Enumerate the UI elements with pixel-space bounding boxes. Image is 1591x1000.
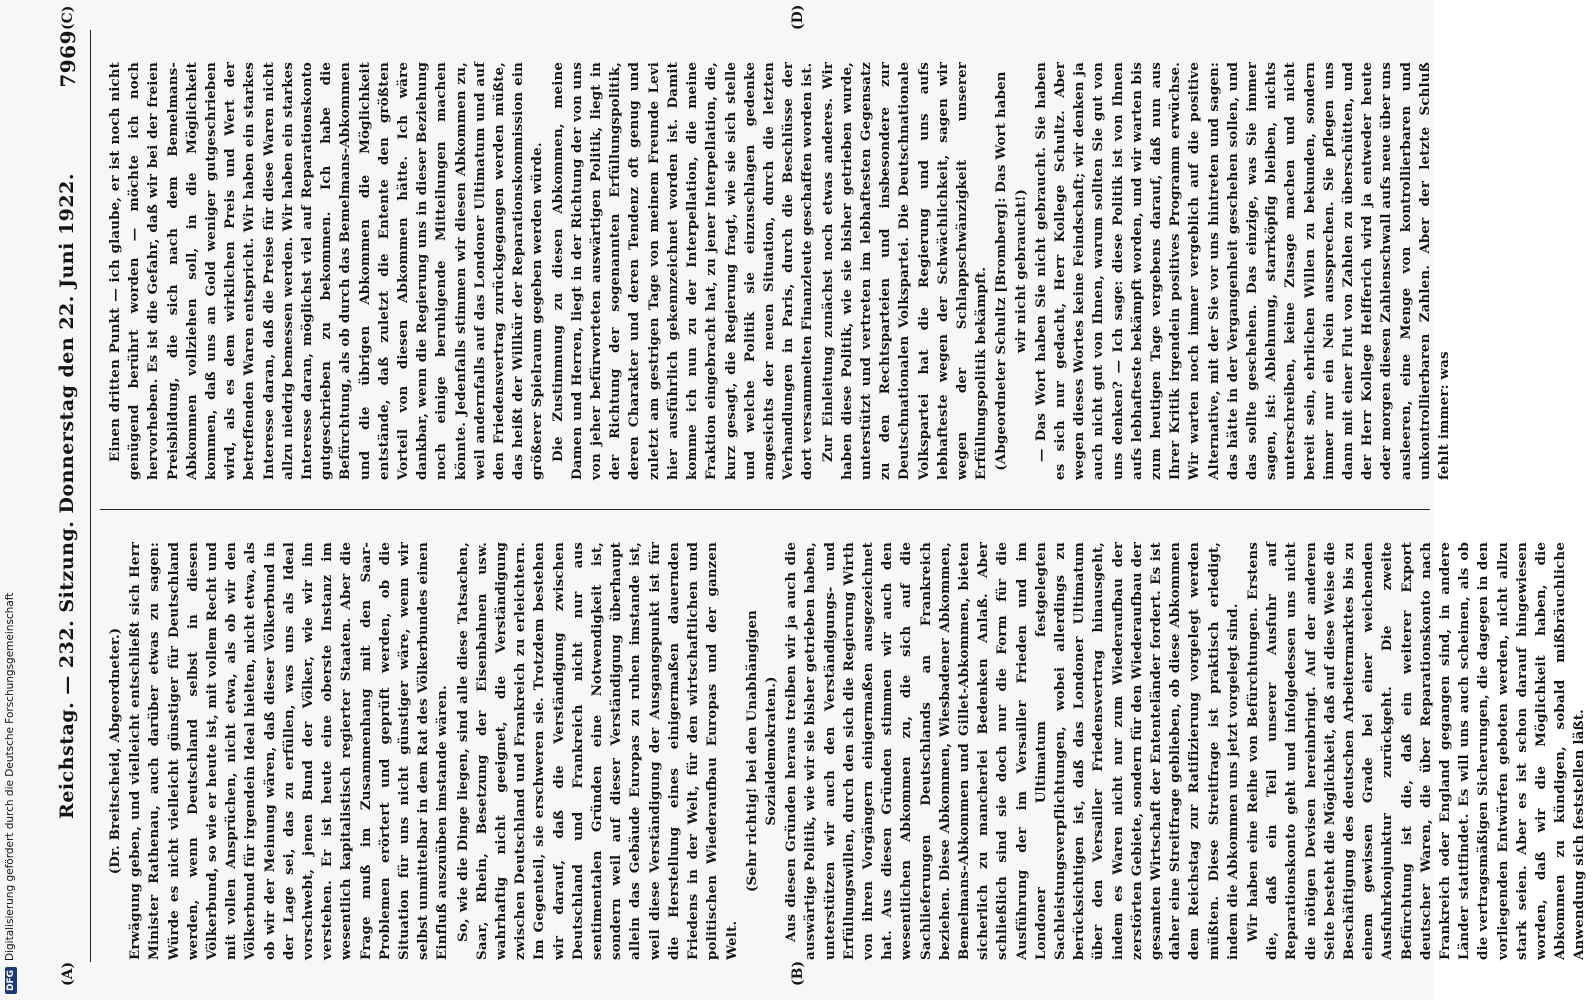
paragraph: — Das Wort haben Sie nicht gebraucht. Sie haben es sich nur gedacht, Herr Kollege Schultz. Aber wegen dieses Wortes keine Feindschaft; wir denken ja auch nicht gut von Ihnen, warum sollten Sie gut von uns denken? — Ich sage: diese Politik ist von Ihnen aufs lebhafteste bekämpft worden, und wir warten bis zum heutigen Tage vergebens darauf, daß nun aus Ihrer Kritik irgendein positives Programm erwüchse. Wir warten noch immer vergeblich auf die positive Alternative, mit der Sie vor uns hintreten und sagen: das hätte in der Vergangenheit geschehen sollen, und das sollte geschehen. Das einzige, was Sie immer sagen, ist: Ablehnung, starrköpfig bleiben, nichts unterschreiben, keine Zusage machen und nicht bereit sein, ehrlichen Willen zu bekunden, sondern immer nur ein Nein aussprechen. Sie pflegen uns dann mit einer Flut von Zahlen zu überschütten, und der Herr Kollege Helfferich wird ja entweder heute oder morgen diesen Zahlenschwall aufs neue über uns ausleeren, eine Menge von kontrollierbaren und unkontrollierbaren Zahlen. Aber der letzte Schluß fehlt immer: was: [1032, 62, 1453, 480]
header-title: Reichstag. — 232. Sitzung. Donnerstag den 22. Juni 1922.: [56, 173, 78, 819]
dfg-logo: DFG: [5, 967, 17, 994]
margin-marker-a: (A): [60, 961, 76, 986]
paragraph: So, wie die Dinge liegen, sind alle diese Tatsachen, Saar, Rhein, Besetzung der Eisenbahnen usw. wahrhaftig nicht geeignet, die Verständigung zwischen Deutschland und Frankreich zu erleichtern. Im Gegenteil, sie erschweren sie. Trotzdem bestehen wir darauf, daß die Verständigung zwischen Deutschland und Frankreich nicht nur aus sentimentalen Gründen eine Notwendigkeit ist, sondern weil auf dieser Verständigung überhaupt allein das Gebäude Europas zu ruhen imstande ist, weil diese Verständigung der Ausgangspunkt ist für die Herstellung eines einigermaßen dauernden Friedens in der Welt, für den wirtschaftlichen und politischen Wiederaufbau Europas und der ganzen Welt.: [454, 542, 740, 960]
right-column: [106, 62, 1455, 480]
rotated-page: [20, 0, 1588, 1000]
page-number: 7969: [56, 30, 80, 88]
margin-marker-b: (B): [790, 960, 806, 986]
paragraph: (Sehr richtig! bei den Unabhängigen Sozialdemokraten.): [743, 610, 779, 893]
paragraph: Die Zustimmung zu diesen Abkommen, meine Damen und Herren, liegt in der Richtung der von uns von jeher befürworteten auswärtigen Politik, liegt in der Richtung der sogenannten Erfüllungspolitik, deren Charakter und deren Tendenz oft genug und zuletzt am gestrigen Tage von meinem Freunde Levi hier ausführlich gekennzeichnet worden ist. Damit komme ich nun zu der Interpellation, die meine Fraktion eingebracht hat, zu jener Interpellation, die, kurz gesagt, die Regierung fragt, wie sie sich stelle und welche Politik sie einzuschlagen gedenke angesichts der neuen Situation, durch die letzten Verhandlungen in Paris, durch die Beschlüsse der dort versammelten Finanzleute geschaffen worden ist.: [549, 62, 816, 480]
paragraph: Aus diesen Gründen heraus treiben wir ja auch die auswärtige Politik, wie wir sie bisher getrieben haben, unterstützen wir auch den Verständigungs- und Erfüllungswillen, durch den sich die Regierung Wirth von ihren Vorgängern einigermaßen ausgezeichnet hat. Aus diesen Gründen stimmen wir auch den wesentlichen Abkommen zu, die sich auf die Sachlieferungen Deutschlands an Frankreich beziehen. Diese Abkommen, Wiesbadener Abkommen, Bemelmans-Abkommen und Gillet-Abkommen, bieten sicherlich zu mancherlei Bedenken Anlaß. Aber schließlich sind sie doch nur die Form für die Ausführung der im Versailler Frieden und im Londoner Ultimatum festgelegten Sachleistungsverpflichtungen, wobei allerdings zu berücksichtigen ist, daß das Londoner Ultimatum über den Versailler Friedensvertrag hinausgeht, indem es Waren nicht nur zum Wiederaufbau der zerstörten Gebiete, sondern für den Wiederaufbau der gesamten Wirtschaft der Ententeländer fordert. Es ist daher eine Streitfrage geblieben, ob diese Abkommen dem Reichstag zur Ratifizierung vorgelegt werden müßten. Diese Streitfrage ist praktisch erledigt, indem die Abkommen uns jetzt vorgelegt sind.: [783, 542, 1241, 960]
paragraph: Wir haben eine Reihe von Befürchtungen. Erstens die, daß ein Teil unserer Ausfuhr auf Reparationskonto geht und infolgedessen uns nicht die nötigen Devisen hereinbringt. Auf der anderen Seite besteht die Möglichkeit, daß auf diese Weise die Beschäftigung des deutschen Arbeitermarktes bis zu einem gewissen Grade bei einer weichenden Ausfuhrkonjunktur zurückgeht. Die zweite Befürchtung ist die, daß ein weiterer Export deutscher Waren, die über Reparationskonto nach Frankreich oder England gegangen sind, in andere Länder stattfindet. Es will uns auch scheinen, als ob die vertragsmäßigen Sicherungen, die dagegen in den vorliegenden Entwürfen geboten werden, nicht allzu stark seien. Aber es ist schon darauf hingewiesen worden, daß wir die Möglichkeit haben, die Abkommen zu kündigen, sobald mißbräuchliche Anwendung sich feststellen läßt.: [1244, 542, 1588, 960]
margin-marker-d: (D): [790, 4, 806, 30]
column-divider: [100, 509, 1430, 510]
left-column: [106, 542, 1591, 960]
paragraph: (Dr. Breitscheid, Abgeordneter.): [107, 627, 123, 875]
paragraph: Erwägung geben, und vielleicht entschließt sich Herr Minister Rathenau, auch darüber etwas zu sagen: Würde es nicht vielleicht günstiger für Deutschland werden, wenn Deutschland selbst in diesen Völkerbund, so wie er heute ist, mit vollem Recht und mit vollen Ansprüchen, nicht etwa, als ob wir den Völkerbund für irgendein Ideal hielten, nicht etwa, als ob wir der Meinung wären, daß dieser Völkerbund in der Lage sei, das zu erfüllen, was uns als Ideal vorschwebt, jenen Bund der Völker, wie wir ihn verstehen. Er ist heute eine oberste Instanz im wesentlich kapitalistisch regierter Staaten. Aber die Frage muß im Zusammenhang mit den Saar-Problemen erörtert und geprüft werden, ob die Situation für uns nicht günstiger wäre, wenn wir selbst unmittelbar in dem Rat des Völkerbundes einen Einfluß auszuüben imstande wären.: [127, 542, 451, 960]
paragraph: (Abgeordneter Schultz [Bromberg]: Das Wort haben wir nicht gebraucht!): [993, 71, 1029, 471]
paragraph: Zur Einleitung zunächst noch etwas anderes. Wir haben diese Politik, wie sie bisher getrieben wurde, unterstützt und vertreten im lebhaftesten Gegensatz zu den Rechtsparteien und insbesondere zur Deutschnationalen Volkspartei. Die Deutschnationale Volkspartei hat die Regierung und uns aufs lebhafteste wegen der Schwächlichkeit, sagen wir wegen der Schlappschwänzigkeit unserer Erfüllungspolitik bekämpft.: [819, 62, 990, 480]
page-header: [50, 30, 91, 962]
funding-text: Digitalisierung gefördert durch die Deutsche Forschungsgemeinschaft: [4, 592, 16, 961]
paragraph: Einen dritten Punkt — ich glaube, er ist noch nicht genügend berührt worden — möchte ich noch hervorheben. Es ist die Gefahr, daß wir bei der freien Preisbildung, die sich nach dem Bemelmans-Abkommen vollziehen soll, in die Möglichkeit kommen, daß uns an Gold weniger gutgeschrieben wird, als es dem wirklichen Preis und Wert der betreffenden Waren entspricht. Wir haben ein starkes Interesse daran, daß die Preise für diese Waren nicht allzu niedrig bemessen werden. Wir haben ein starkes Interesse daran, möglichst viel auf Reparationskonto gutgeschrieben zu bekommen. Ich habe die Befürchtung, als ob durch das Bemelmans-Abkommen und die übrigen Abkommen die Möglichkeit entstände, daß zuletzt die Entente den größten Vorteil von diesen Abkommen hätte. Ich wäre dankbar, wenn die Regierung uns in dieser Beziehung noch einige beruhigende Mitteilungen machen könnte. Jedenfalls stimmen wir diesen Abkommen zu, weil andernfalls auf das Londoner Ultimatum und auf den Friedensvertrag zurückgegangen werden müßte, das heißt der Willkür der Reparationskommission ein größerer Spielraum gegeben werden würde.: [107, 62, 546, 480]
footer-strip: [0, 0, 22, 1000]
funding-note: [4, 593, 17, 994]
margin-marker-c: (C): [60, 5, 76, 30]
